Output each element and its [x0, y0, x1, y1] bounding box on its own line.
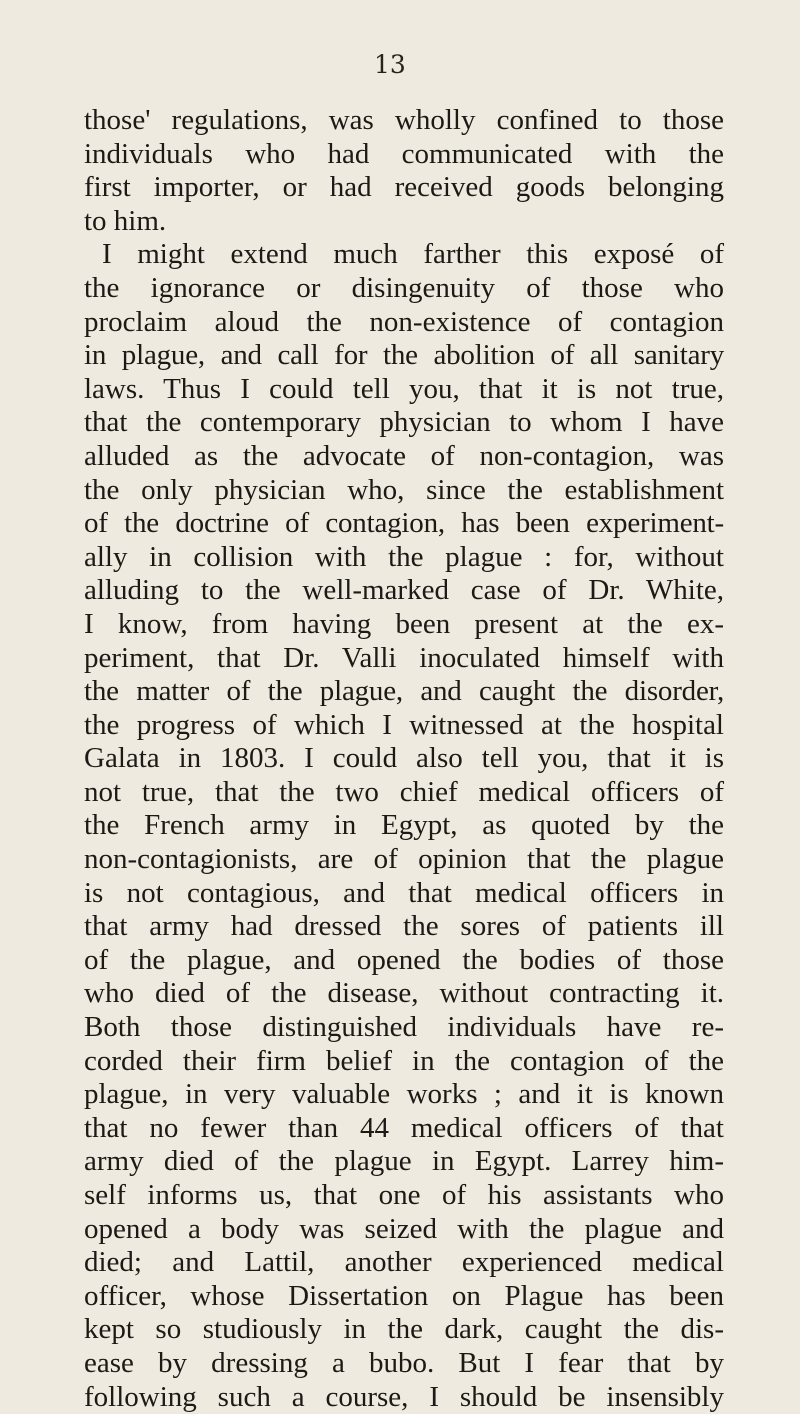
text-line: to him. — [84, 204, 167, 237]
text-line: that army had dressed the sores of patients ill — [84, 910, 724, 943]
text-line: those' regulations, was wholly confined to those — [84, 104, 724, 136]
text-line: in plague, and call for the abolition of all sanitary — [84, 339, 724, 372]
text-line: plague, in very valuable works ; and it is known — [84, 1078, 724, 1111]
text-line: first importer, or had received goods belonging — [84, 171, 724, 204]
text-line: the French army in Egypt, as quoted by the — [84, 809, 724, 842]
text-line: proclaim aloud the non-existence of contagion — [84, 305, 724, 338]
text-line: following such a course, I should be insensibly — [84, 1380, 724, 1413]
text-line: alluding to the well-marked case of Dr. White, — [84, 574, 724, 607]
text-line: I might extend much farther this exposé of — [102, 238, 724, 271]
page-number: 13 — [374, 50, 406, 79]
text-line: laws. Thus I could tell you, that it is not true, — [84, 372, 724, 405]
text-line: periment, that Dr. Valli inoculated himself with — [84, 641, 724, 674]
text-line: the progress of which I witnessed at the hospital — [84, 708, 724, 741]
text-line: alluded as the advocate of non-contagion, was — [84, 439, 724, 472]
text-line: opened a body was seized with the plague and — [84, 1212, 724, 1245]
text-line: the ignorance or disingenuity of those who — [84, 271, 724, 304]
text-line: self informs us, that one of his assistants who — [84, 1179, 724, 1211]
text-line: not true, that the two chief medical officers of — [84, 775, 724, 808]
text-line: of the plague, and opened the bodies of those — [84, 943, 724, 976]
text-line: the matter of the plague, and caught the disorder, — [84, 675, 724, 708]
text-line: army died of the plague in Egypt. Larrey him- — [84, 1145, 724, 1178]
text-line: of the doctrine of contagion, has been experiment- — [84, 507, 724, 540]
text-line: ally in collision with the plague : for, without — [84, 540, 724, 573]
text-line: that no fewer than 44 medical officers of that — [84, 1111, 724, 1144]
body-text — [84, 104, 724, 1414]
text-line: officer, whose Dissertation on Plague has been — [84, 1279, 724, 1312]
text-line: individuals who had communicated with the — [84, 137, 724, 170]
text-line: non-contagionists, are of opinion that the plague — [84, 843, 724, 876]
text-line: kept so studiously in the dark, caught the dis- — [84, 1313, 724, 1346]
text-line: corded their firm belief in the contagion of the — [84, 1044, 724, 1077]
text-line: ease by dressing a bubo. But I fear that by — [84, 1346, 724, 1379]
text-line: the only physician who, since the establishment — [84, 473, 724, 506]
text-line: Both those distinguished individuals have re- — [84, 1011, 724, 1044]
text-line: Galata in 1803. I could also tell you, that it is — [84, 742, 724, 775]
text-line: I know, from having been present at the ex- — [84, 607, 724, 640]
text-line: that the contemporary physician to whom I have — [84, 406, 724, 439]
text-line: is not contagious, and that medical officers in — [84, 876, 724, 909]
text-line: who died of the disease, without contracting it. — [84, 977, 724, 1010]
text-line: died; and Lattil, another experienced medical — [84, 1246, 724, 1279]
